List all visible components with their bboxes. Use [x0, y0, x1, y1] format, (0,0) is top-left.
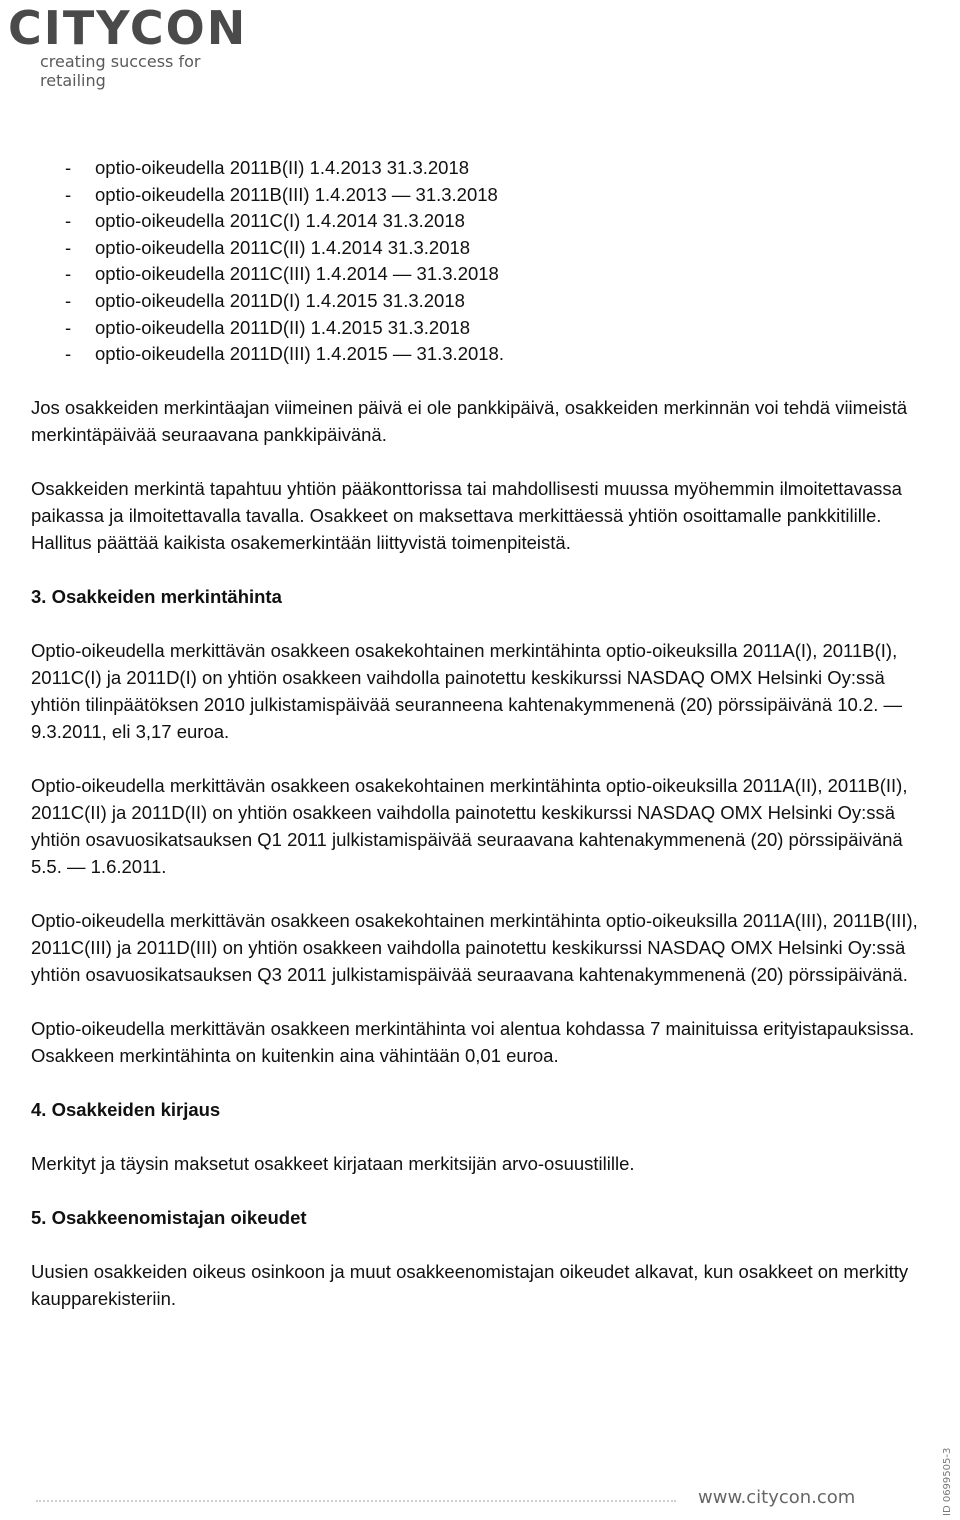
list-dash: -	[65, 316, 72, 338]
paragraph-price-i: Optio-oikeudella merkittävän osakkeen osakekohtainen merkintähinta optio-oikeuksilla 2011A(I), 2011B(I), 2011C(I) ja 2011D(I) on yhtiön osakkeen vaihdolla painotettu keskikurssi NASDAQ OMX Helsinki Oy:ssä yhtiön tilinpäätöksen 2010 julkistamispäivää seuranneena kahtenakymmenenä (20) pörssipäivänä 10.2. — 9.3.2011, eli 3,17 euroa.	[31, 639, 903, 742]
section-heading-5: 5. Osakkeenomistajan oikeudet	[31, 1206, 307, 1228]
list-item-text: optio-oikeudella 2011D(III) 1.4.2015 — 31.3.2018.	[95, 343, 504, 365]
list-item-text: optio-oikeudella 2011C(I) 1.4.2014 31.3.2018	[95, 210, 465, 232]
list-item-text: optio-oikeudella 2011B(II) 1.4.2013 31.3.2018	[95, 157, 470, 178]
logo-tagline: creating success for retailing	[40, 52, 201, 90]
list-dash: -	[65, 343, 72, 365]
paragraph-subscription-date: Jos osakkeiden merkintäajan viimeinen päivä ei ole pankkipäivä, osakkeiden merkinnän voi tehdä viimeistä merkintäpäivää seuraavana pankkipäivänä.	[31, 396, 908, 445]
document-id	[938, 1400, 958, 1520]
paragraph-shareholder-rights: Uusien osakkeiden oikeus osinkoon ja muut osakkeenomistajan oikeudet alkavat, kun osakkeet on merkitty kaupparekisteriin.	[31, 1260, 909, 1309]
list-dash: -	[65, 157, 72, 178]
citycon-logo	[8, 1, 248, 90]
list-item	[31, 155, 931, 182]
list-dash: -	[65, 263, 72, 285]
logo-wordmark: CITYCON	[8, 1, 248, 55]
list-item	[31, 261, 931, 288]
list-item-text: optio-oikeudella 2011D(II) 1.4.2015 31.3.2018	[95, 316, 471, 338]
list-item	[31, 288, 931, 315]
option-rights-list	[31, 155, 931, 368]
list-dash: -	[65, 289, 72, 311]
list-dash: -	[65, 236, 72, 258]
section-heading-4: 4. Osakkeiden kirjaus	[31, 1098, 221, 1120]
list-item-text: optio-oikeudella 2011C(III) 1.4.2014 — 31.3.2018	[95, 263, 499, 285]
paragraph-registration: Merkityt ja täysin maksetut osakkeet kirjataan merkitsijän arvo-osuustilille.	[31, 1152, 635, 1174]
list-dash: -	[65, 210, 72, 232]
list-item	[31, 235, 931, 262]
paragraph-price-ii: Optio-oikeudella merkittävän osakkeen osakekohtainen merkintähinta optio-oikeuksilla 2011A(II), 2011B(II), 2011C(II) ja 2011D(II) on yhtiön osakkeen vaihdolla painotettu keskikurssi NASDAQ OMX Helsinki Oy:ssä yhtiön osavuosikatsauksen Q1 2011 julkistamispäivää seuraavana kahtenakymmenenä (20) pörssipäivänä 5.5. — 1.6.2011.	[31, 774, 908, 877]
paragraph-subscription-place: Osakkeiden merkintä tapahtuu yhtiön pääkonttorissa tai mahdollisesti muussa myöhemmin ilmoitettavassa paikassa ja ilmoitettavalla tavalla. Osakkeet on maksettava merkittäessä yhtiön osoittamalle pankkitilille. Hallitus päättää kaikista osakemerkintään liittyvistä toimenpiteistä.	[31, 477, 902, 553]
paragraph-price-iii: Optio-oikeudella merkittävän osakkeen osakekohtainen merkintähinta optio-oikeuksilla 2011A(III), 2011B(III), 2011C(III) ja 2011D(III) on yhtiön osakkeen vaihdolla painotettu keskikurssi NASDAQ OMX Helsinki Oy:ssä yhtiön osavuosikatsauksen Q3 2011 julkistamispäivää seuraavana kahtenakymmenenä (20) pörssipäivänä.	[31, 909, 918, 985]
document-body	[31, 155, 931, 1312]
list-item-text: optio-oikeudella 2011D(I) 1.4.2015 31.3.2018	[95, 289, 465, 311]
section-heading-3: 3. Osakkeiden merkintähinta	[31, 585, 282, 607]
footer-divider	[36, 1500, 676, 1502]
list-item-text: optio-oikeudella 2011C(II) 1.4.2014 31.3.2018	[95, 236, 471, 258]
footer-website: www.citycon.com	[698, 1487, 856, 1508]
list-item	[31, 315, 931, 342]
paragraph-price-adjustment: Optio-oikeudella merkittävän osakkeen merkintähinta voi alentua kohdassa 7 mainituissa erityistapauksissa. Osakkeen merkintähinta on kuitenkin aina vähintään 0,01 euroa.	[31, 1017, 915, 1066]
list-item	[31, 182, 931, 209]
list-dash: -	[65, 183, 72, 205]
list-item-text: optio-oikeudella 2011B(III) 1.4.2013 — 31.3.2018	[95, 183, 498, 205]
document-id-text: ID 0699505-3	[942, 1447, 953, 1516]
list-item	[31, 208, 931, 235]
list-item	[31, 341, 931, 368]
